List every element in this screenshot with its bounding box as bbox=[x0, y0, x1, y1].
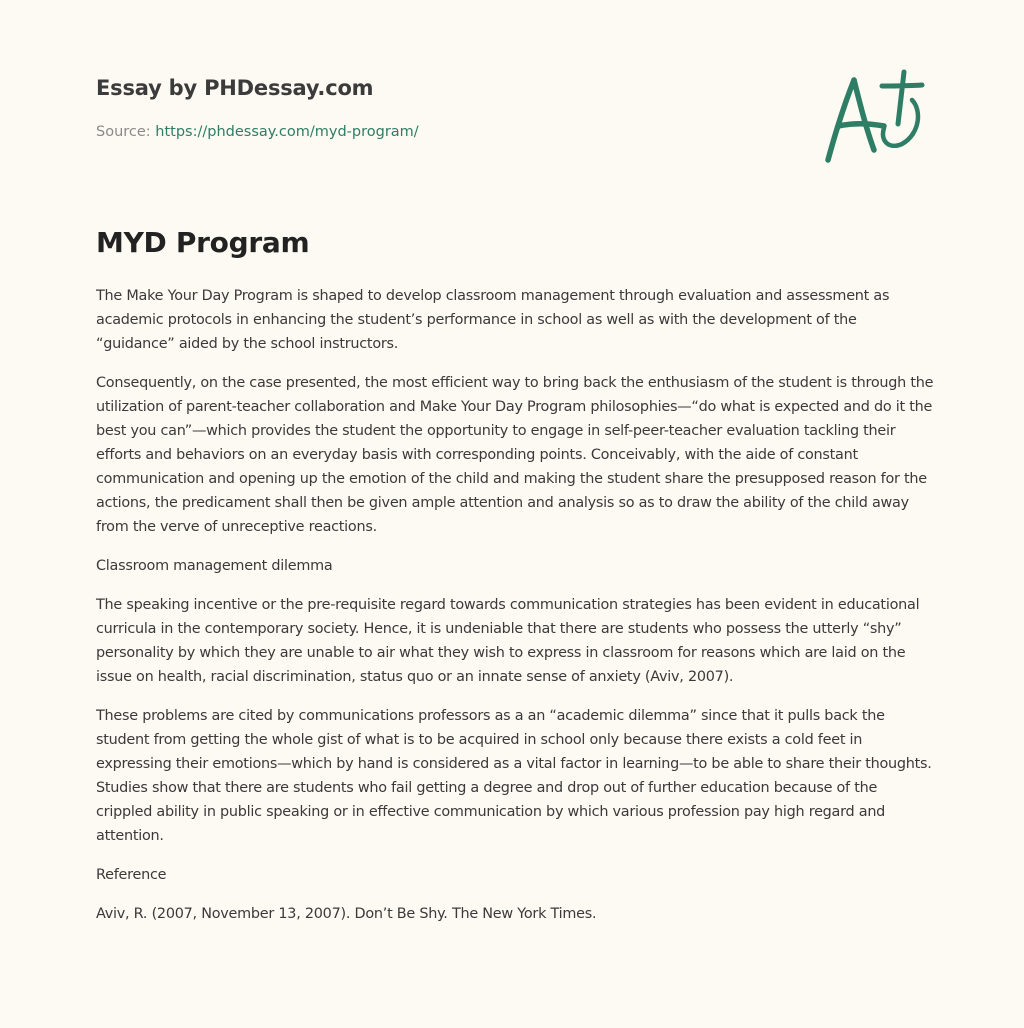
essay-paragraph: The speaking incentive or the pre-requisite regard towards communication strategies has been evident in educational curricula in the contemporary society. Hence, it is undeniable that there are students who possess the utterly “shy” personality by which they are unable to air what they wish to express in classroom for reasons which are laid on the issue on health, racial discrimination, status quo or an innate sense of anxiety (Aviv, 2007). bbox=[96, 597, 920, 685]
essay-paragraph: Consequently, on the case presented, the most efficient way to bring back the enthusiasm of the student is through the utilization of parent-teacher collaboration and Make Your Day Program philosophies—“do what is expected and do it the best you can”—which provides the student the opportunity to engage in self-peer-teacher evaluation tackling their efforts and behaviors on an everyday basis with corresponding points. Conceivably, with the aide of constant communication and opening up the emotion of the child and making the student share the presupposed reason for the actions, the predicament shall then be given ample attention and analysis so as to draw the ability of the child away from the verve of unreceptive reactions. bbox=[96, 375, 934, 535]
reference-entry: Aviv, R. (2007, November 13, 2007). Don’t Be Shy. The New York Times. bbox=[96, 906, 597, 922]
source-label: Source: bbox=[96, 124, 156, 140]
reference-heading: Reference bbox=[96, 867, 167, 883]
section-heading: Classroom management dilemma bbox=[96, 558, 333, 574]
source-line bbox=[96, 124, 419, 140]
essay-title: MYD Program bbox=[96, 226, 310, 259]
essay-body bbox=[96, 284, 936, 941]
page-header bbox=[96, 76, 936, 176]
essay-paragraph: The Make Your Day Program is shaped to develop classroom management through evaluation and assessment as academic protocols in enhancing the student’s performance in school as well as with the development of the “guidance” aided by the school instructors. bbox=[96, 288, 890, 352]
source-link[interactable]: https://phdessay.com/myd-program/ bbox=[155, 124, 419, 140]
a-plus-logo-icon bbox=[822, 68, 926, 164]
essay-paragraph: These problems are cited by communications professors as a an “academic dilemma” since that it pulls back the student from getting the whole gist of what is to be acquired in school only because there exists a cold feet in expressing their emotions—which by hand is considered as a vital factor in learning—to be able to share their thoughts. Studies show that there are students who fail getting a degree and drop out of further education because of the crippled ability in public speaking or in effective communication by which various profession pay high regard and attention. bbox=[96, 708, 932, 844]
site-title: Essay by PHDessay.com bbox=[96, 76, 374, 100]
